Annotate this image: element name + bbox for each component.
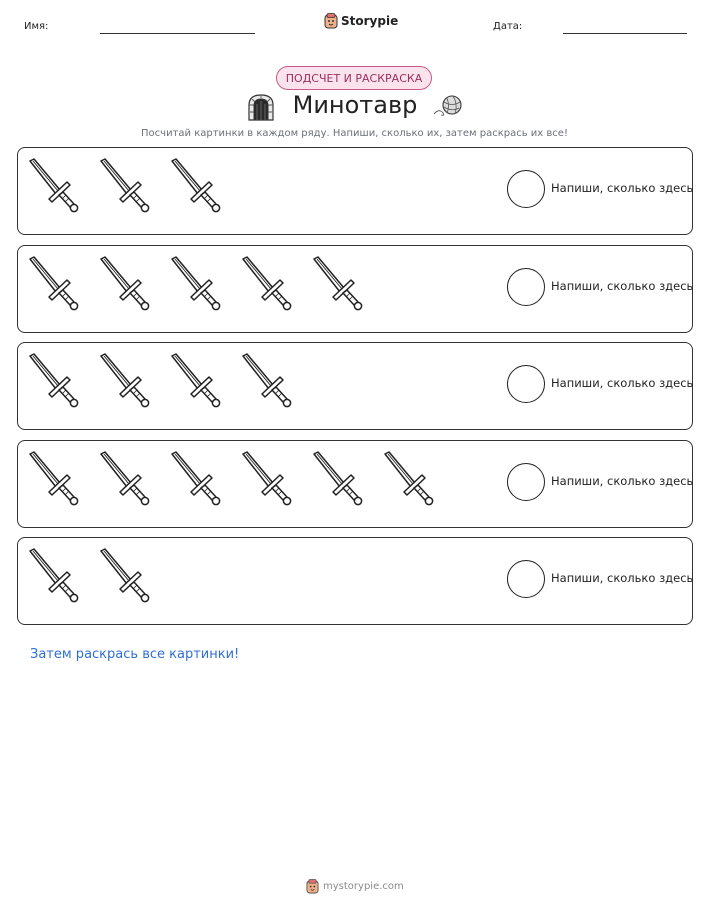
instructions: Посчитай картинки в каждом ряду. Напиши, сколько их, затем раскрась их все! bbox=[141, 128, 568, 139]
counting-row bbox=[17, 440, 693, 528]
page-title: Минотавр bbox=[292, 91, 418, 119]
sword-icon[interactable] bbox=[28, 450, 99, 510]
brand bbox=[324, 13, 398, 29]
sword-icon[interactable] bbox=[28, 547, 99, 607]
storypie-logo-icon bbox=[324, 13, 338, 29]
answer-label: Напиши, сколько здесь bbox=[551, 473, 694, 488]
sword-icon[interactable] bbox=[241, 255, 312, 315]
answer-label: Напиши, сколько здесь bbox=[551, 278, 694, 293]
name-label: Имя: bbox=[24, 21, 49, 32]
sword-icon[interactable] bbox=[28, 255, 99, 315]
counting-row bbox=[17, 537, 693, 625]
sword-icon[interactable] bbox=[99, 255, 170, 315]
counting-row bbox=[17, 342, 693, 430]
sword-icon[interactable] bbox=[99, 352, 170, 412]
counting-rows bbox=[17, 147, 693, 635]
sword-icon[interactable] bbox=[28, 352, 99, 412]
name-line[interactable] bbox=[100, 33, 255, 34]
answer-circle[interactable] bbox=[507, 268, 545, 306]
sword-icon[interactable] bbox=[99, 450, 170, 510]
row-items bbox=[28, 450, 454, 510]
sword-icon[interactable] bbox=[170, 255, 241, 315]
answer-label: Напиши, сколько здесь bbox=[551, 571, 694, 585]
counting-row bbox=[17, 245, 693, 333]
activity-badge: ПОДСЧЕТ И РАСКРАСКА bbox=[276, 66, 432, 90]
sword-icon[interactable] bbox=[170, 352, 241, 412]
sword-icon[interactable] bbox=[312, 450, 383, 510]
sword-icon[interactable] bbox=[99, 157, 170, 217]
row-items bbox=[28, 157, 241, 217]
sword-icon[interactable] bbox=[241, 352, 312, 412]
answer-circle[interactable] bbox=[507, 560, 545, 598]
footer-url: mystorypie.com bbox=[323, 881, 404, 892]
sword-icon[interactable] bbox=[383, 450, 454, 510]
footer-note: Затем раскрась все картинки! bbox=[30, 647, 240, 662]
yarn-ball-icon bbox=[433, 94, 463, 118]
date-line[interactable] bbox=[563, 33, 687, 34]
answer-label: Напиши, сколько здесь bbox=[551, 376, 694, 390]
sword-icon[interactable] bbox=[170, 157, 241, 217]
row-items bbox=[28, 255, 383, 315]
counting-row bbox=[17, 147, 693, 235]
sword-icon[interactable] bbox=[28, 157, 99, 217]
sword-icon[interactable] bbox=[312, 255, 383, 315]
row-items bbox=[28, 547, 170, 607]
sword-icon[interactable] bbox=[241, 450, 312, 510]
sword-icon[interactable] bbox=[170, 450, 241, 510]
storypie-logo-icon bbox=[306, 879, 319, 894]
answer-label: Напиши, сколько здесь bbox=[551, 181, 694, 195]
sword-icon[interactable] bbox=[99, 547, 170, 607]
row-items bbox=[28, 352, 312, 412]
answer-circle[interactable] bbox=[507, 365, 545, 403]
brand-name: Storypie bbox=[341, 14, 399, 28]
answer-circle[interactable] bbox=[507, 463, 545, 501]
date-label: Дата: bbox=[493, 21, 523, 32]
footer bbox=[306, 879, 404, 894]
answer-circle[interactable] bbox=[507, 170, 545, 208]
